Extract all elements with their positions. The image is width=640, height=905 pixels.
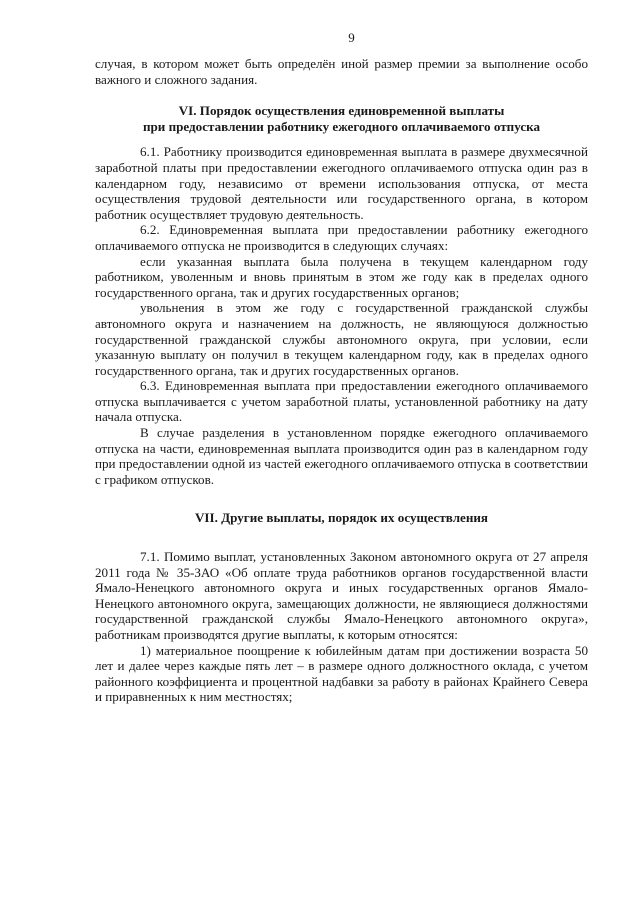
page-number: 9 [348, 30, 355, 45]
section-6-heading [95, 103, 588, 134]
section-6-heading-line-2: при предоставлении работнику ежегодного оплачиваемого отпуска [142, 118, 541, 134]
paragraph-6-3: 6.3. Единовременная выплата при предоставлении ежегодного оплачиваемого отпуска выплачивается с учетом заработной платы, установленной работнику на дату начала отпуска. [95, 378, 588, 425]
paragraph-7-1: 7.1. Помимо выплат, установленных Законом автономного округа от 27 апреля 2011 года № 35-ЗАО «Об оплате труда работников органов государственной власти Ямало-Ненецкого автономного округа и иных государственных органов Ямало-Ненецкого автономного округа, замещающих должности, не являющиеся должностями государственной гражданской службы Ямало-Ненецкого автономного округа», работникам производятся другие выплаты, к которым относятся: [95, 549, 588, 642]
paragraph-6-1: 6.1. Работнику производится единовременная выплата в размере двухмесячной заработной платы при предоставлении ежегодного оплачиваемого отпуска один раз в календарном году, независимо от времени использования отпуска, от места осуществления трудовой деятельности или государственного органа, в котором работник осуществляет трудовую деятельность. [95, 144, 588, 222]
section-7-heading: VII. Другие выплаты, порядок их осуществления [194, 510, 489, 526]
paragraph-6-2: 6.2. Единовременная выплата при предоставлении работнику ежегодного оплачиваемого отпуска не производится в следующих случаях: [95, 222, 588, 253]
intro-paragraph: случая, в котором может быть определён иной размер премии за выполнение особо важного и сложного задания. [95, 56, 588, 87]
paragraph-6-2-case-2: увольнения в этом же году с государственной гражданской службы автономного округа и назначением на должность, не являющуюся должностью государственной гражданской службы автономного округа, при условии, если указанную выплату он получил в текущем календарном году, как в пределах одного государственного органа, так и других государственных органов. [95, 300, 588, 378]
paragraph-6-3-split-leave: В случае разделения в установленном порядке ежегодного оплачиваемого отпуска на части, единовременная выплата производится один раз в календарном году при предоставлении одной из частей ежегодного оплачиваемого отпуска в соответствии с графиком отпусков. [95, 425, 588, 487]
paragraph-7-1-item-1: 1) материальное поощрение к юбилейным датам при достижении возраста 50 лет и далее через каждые пять лет – в размере одного должностного оклада, с учетом районного коэффициента и процентной надбавки за работу в районах Крайнего Севера и приравненных к ним местностях; [95, 642, 588, 705]
section-6-heading-line-1: VI. Порядок осуществления единовременной выплаты [178, 103, 505, 119]
paragraph-6-2-case-1: если указанная выплата была получена в текущем календарном году работником, уволенным и вновь принятым в этом же году как в пределах одного государственного органа, так и других государственных органов; [95, 253, 588, 300]
